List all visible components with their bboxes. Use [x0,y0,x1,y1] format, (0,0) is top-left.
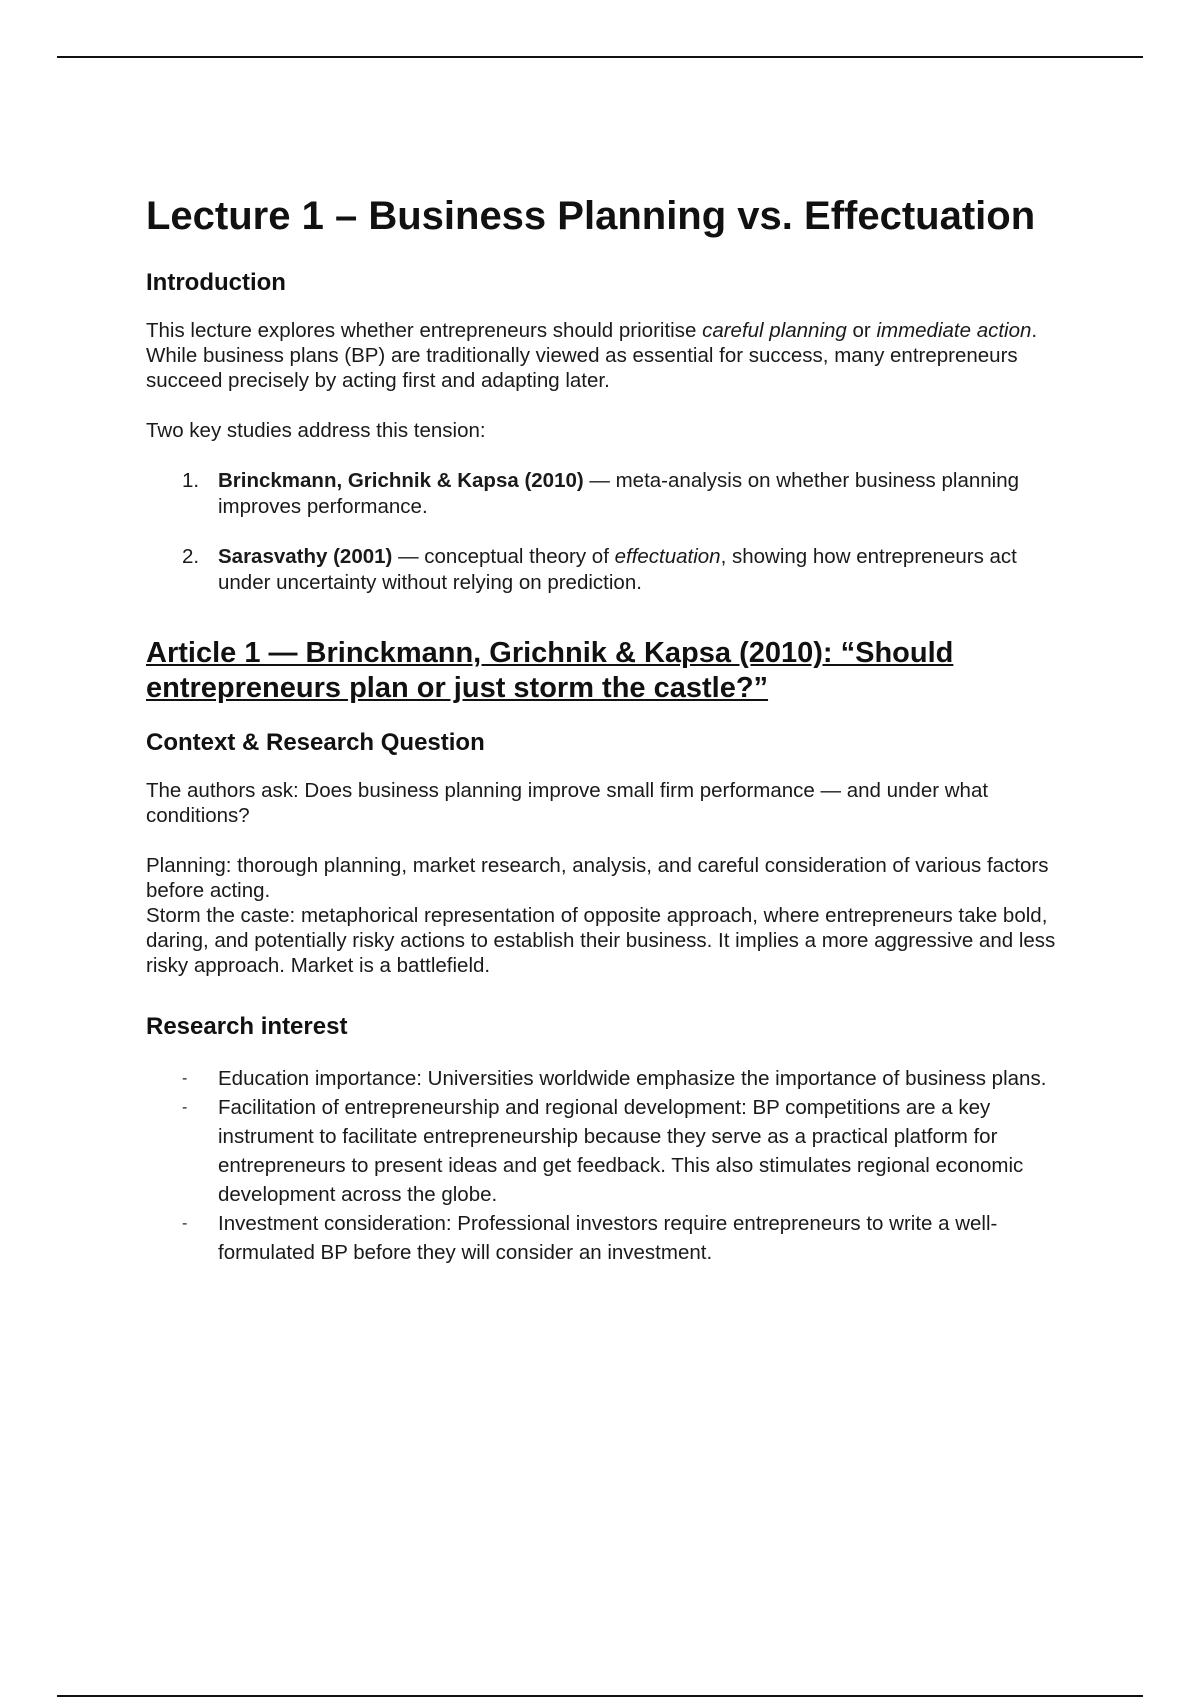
top-rule [57,56,1143,58]
research-heading: Research interest [146,1013,348,1040]
dash-bullet: - [182,1215,188,1232]
context-paragraph: The authors ask: Does business planning improve small firm performance — and under what conditions? [146,779,989,827]
list-number: 2. [182,545,200,568]
bottom-rule [57,1695,1143,1697]
storm-definition: Storm the caste: metaphorical representation of opposite approach, where entrepreneurs take bold, daring, and potentially risky actions to establish their business. It implies a more aggressive and less risky approach. Market is a battlefield. [146,904,1056,977]
document-title: Lecture 1 – Business Planning vs. Effectuation [146,194,1036,238]
research-list [146,1064,1066,1267]
context-heading: Context & Research Question [146,729,485,756]
studies-list [146,468,1066,596]
list-item: - Investment consideration: Professional investors require entrepreneurs to write a well-formulated BP before they will consider an investment. [146,1209,1066,1267]
intro-paragraph: This lecture explores whether entrepreneurs should prioritise careful planning or immediate action. While business plans (BP) are traditionally viewed as essential for success, many entrepreneurs succeed precisely by acting first and adapting later. [146,319,1038,392]
list-item: - Facilitation of entrepreneurship and regional development: BP competitions are a key instrument to facilitate entrepreneurship because they serve as a practical platform for entrepreneurs to present ideas and get feedback. This also stimulates regional economic development across the globe. [146,1093,1066,1209]
list-item: - Education importance: Universities worldwide emphasize the importance of business plans. [146,1064,1066,1093]
planning-definition: Planning: thorough planning, market research, analysis, and careful consideration of various factors before acting. [146,854,1049,902]
article-heading: Article 1 — Brinckmann, Grichnik & Kapsa (2010): “Should entrepreneurs plan or just storm the castle?” [146,637,954,704]
list-number: 1. [182,469,200,492]
intro-studies-lead: Two key studies address this tension: [146,419,486,442]
list-item: 2. Sarasvathy (2001) — conceptual theory of effectuation, showing how entrepreneurs act under uncertainty without relying on prediction. [182,545,1017,594]
document-page [146,192,1066,1267]
list-item: 1. Brinckmann, Grichnik & Kapsa (2010) — meta-analysis on whether business planning improves performance. [182,469,1020,518]
dash-bullet: - [182,1099,188,1116]
intro-heading: Introduction [146,269,286,296]
dash-bullet: - [182,1070,188,1087]
